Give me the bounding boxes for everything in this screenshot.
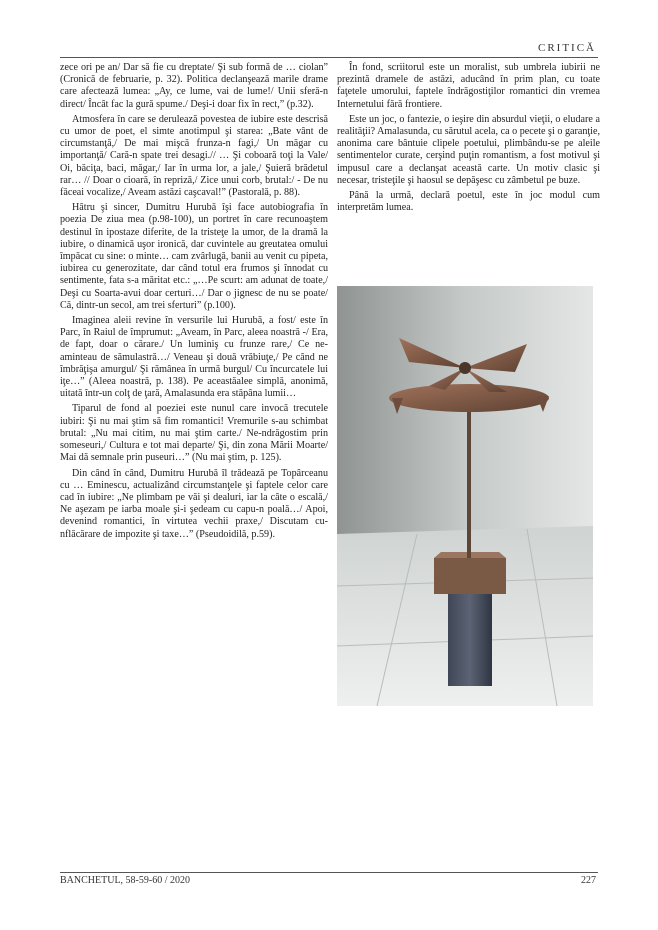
paragraph: Atmosfera în care se derulează povestea de iubire este descrisă cu umor de poet, el simte anotimpul şi starea: „Bate vânt de circumstanţă,/ De mai mişcă frunza-n fagi,/ Un măgar cu importanţă/ Cară-n spate trei desagi.// … Şi coboară toţi la Vale/ Oi, băciţa, baci, măgar,/ Iar în urma lor, a jale,/ Şuieră brădetul rar… // Doar o cioară, în repriză,/ Zice unui corb, brutal:/ - De nu făceai vocalize,/ Aveam astăzi caşcaval!” (Pastorală, p. 88).: [60, 113, 328, 199]
umbrella-disc: [389, 384, 549, 412]
paragraph: Este un joc, o fantezie, o ieşire din absurdul vieţii, o eludare a realităţii? Amalasunda, cu sărutul acela, ca o pecete şi o garanţie, anonima care bântuie clipele poetului, plimbându-se pe aleile sentimentelor curate, cerşind puţin romantism, a fost motivul şi impusul care a declanşat această carte. Un motiv clasic şi necesar, tristeţile şi haosul se depăşesc cu zâmbetul pe buze.: [337, 113, 600, 186]
hub: [459, 362, 471, 374]
section-title: CRITICĂ: [538, 42, 596, 54]
pedestal: [448, 586, 492, 686]
paragraph: În fond, scriitorul este un moralist, sub umbrela iubirii ne prezintă dramele de astăzi, aducând în prim plan, cu toate faţetele umorului, faptele îndrăgostiţilor romantici din vremea Internetului fără frontiere.: [337, 62, 600, 110]
paragraph: Imaginea aleii revine în versurile lui Hurubă, a fost/ este în Parc, în Raiul de împrumut: „Aveam, în Parc, aleea noastră -/ Era, de fapt, doar o cărare./ Un luminiş cu frunze rare,/ Ce ne-aminteau de sămulastră…/ Veneau şi două vrăbiuţe,/ Pe când ne îmbrăţişa amurgul/ Şi rămânea în urmă burgul/ Cu încurcatele lui iţe…” (Aleea noastră, p. 138). Pe aceastăalee simplă, anonimă, uitată într-un colţ de ţară, Amalasunda era stăpâna lumii…: [60, 315, 328, 400]
header-rule: [60, 57, 598, 58]
page-number: 227: [581, 875, 596, 886]
sculpture-photo: [337, 286, 593, 706]
footer-rule: [60, 872, 598, 873]
pedestal-top: [434, 558, 506, 594]
right-column: [337, 62, 600, 217]
paragraph: Tiparul de fond al poeziei este nunul care invocă trecutele iubiri: Şi nu mai ştim să fim romantici! Vremurile s-au schimbat brutal: „Nu mai citim, nu mai ştim carte./ Ne-ndrăgostim prin someseuri,/ Cultura e tot mai departe/ Şi, din zona Mării Moarte/ Mai dă semnale prin puseuri…” (Nu mai ştim, p. 125).: [60, 403, 328, 464]
paragraph: Hâtru şi sincer, Dumitru Hurubă îşi face autobiografia în poezia De ziua mea (p.98-100), un portret în care recunoaştem destinul în ipostaze diferite, de la tristeţe la umor, de la dramă la iubire, o dinamică uşor ironică, dar cuvintele au greutatea omului împăcat cu sine: o minte… cam zvârlugă, banii au venit cu pipeta, iubirea cu generozitate, dar când totul era frumos şi înnodat cu sentimente, fata s-a măritat etc.: „…Pe scurt: am adunat de toate,/ Deşi cu Soarta-avui doar certuri…/ Dar o jignesc de nu se poate/ Că, dintr-un secol, am trei sferturi” (p.100).: [60, 202, 328, 311]
paragraph: Din când în când, Dumitru Hurubă îl trădează pe Topârceanu cu … Eminescu, actualizând circumstanţele şi faptele celor care cad în iubire: „Ne plimbam pe văi şi dealuri, iar la câte o escală,/ Ne aşezam pe iarba moale şi-i şedeam cu capu-n poală…/ Apoi, devenind romantici, în virtutea vechii praxe,/ Discutam cu-nflăcărare de impozite şi taxe…” (Pseudoidilă, p.59).: [60, 467, 328, 540]
left-column: [60, 62, 328, 544]
journal-issue: BANCHETUL, 58-59-60 / 2020: [60, 875, 190, 886]
rod: [467, 406, 471, 558]
paragraph: zece ori pe an/ Dar să fie cu dreptate/ Şi sub formă de … ciolan” (Cronică de februarie, p. 32). Politica declanşează marile drame care afectează lumea: „Ay, ce lume, vai de lume!/ Unii sferă-n direct/ Încât fac la gură spume./ Deşi-i doar fix în rect,” (p.32).: [60, 62, 328, 110]
paragraph: Până la urmă, declară poetul, este în joc modul cum interpretăm lumea.: [337, 190, 600, 214]
